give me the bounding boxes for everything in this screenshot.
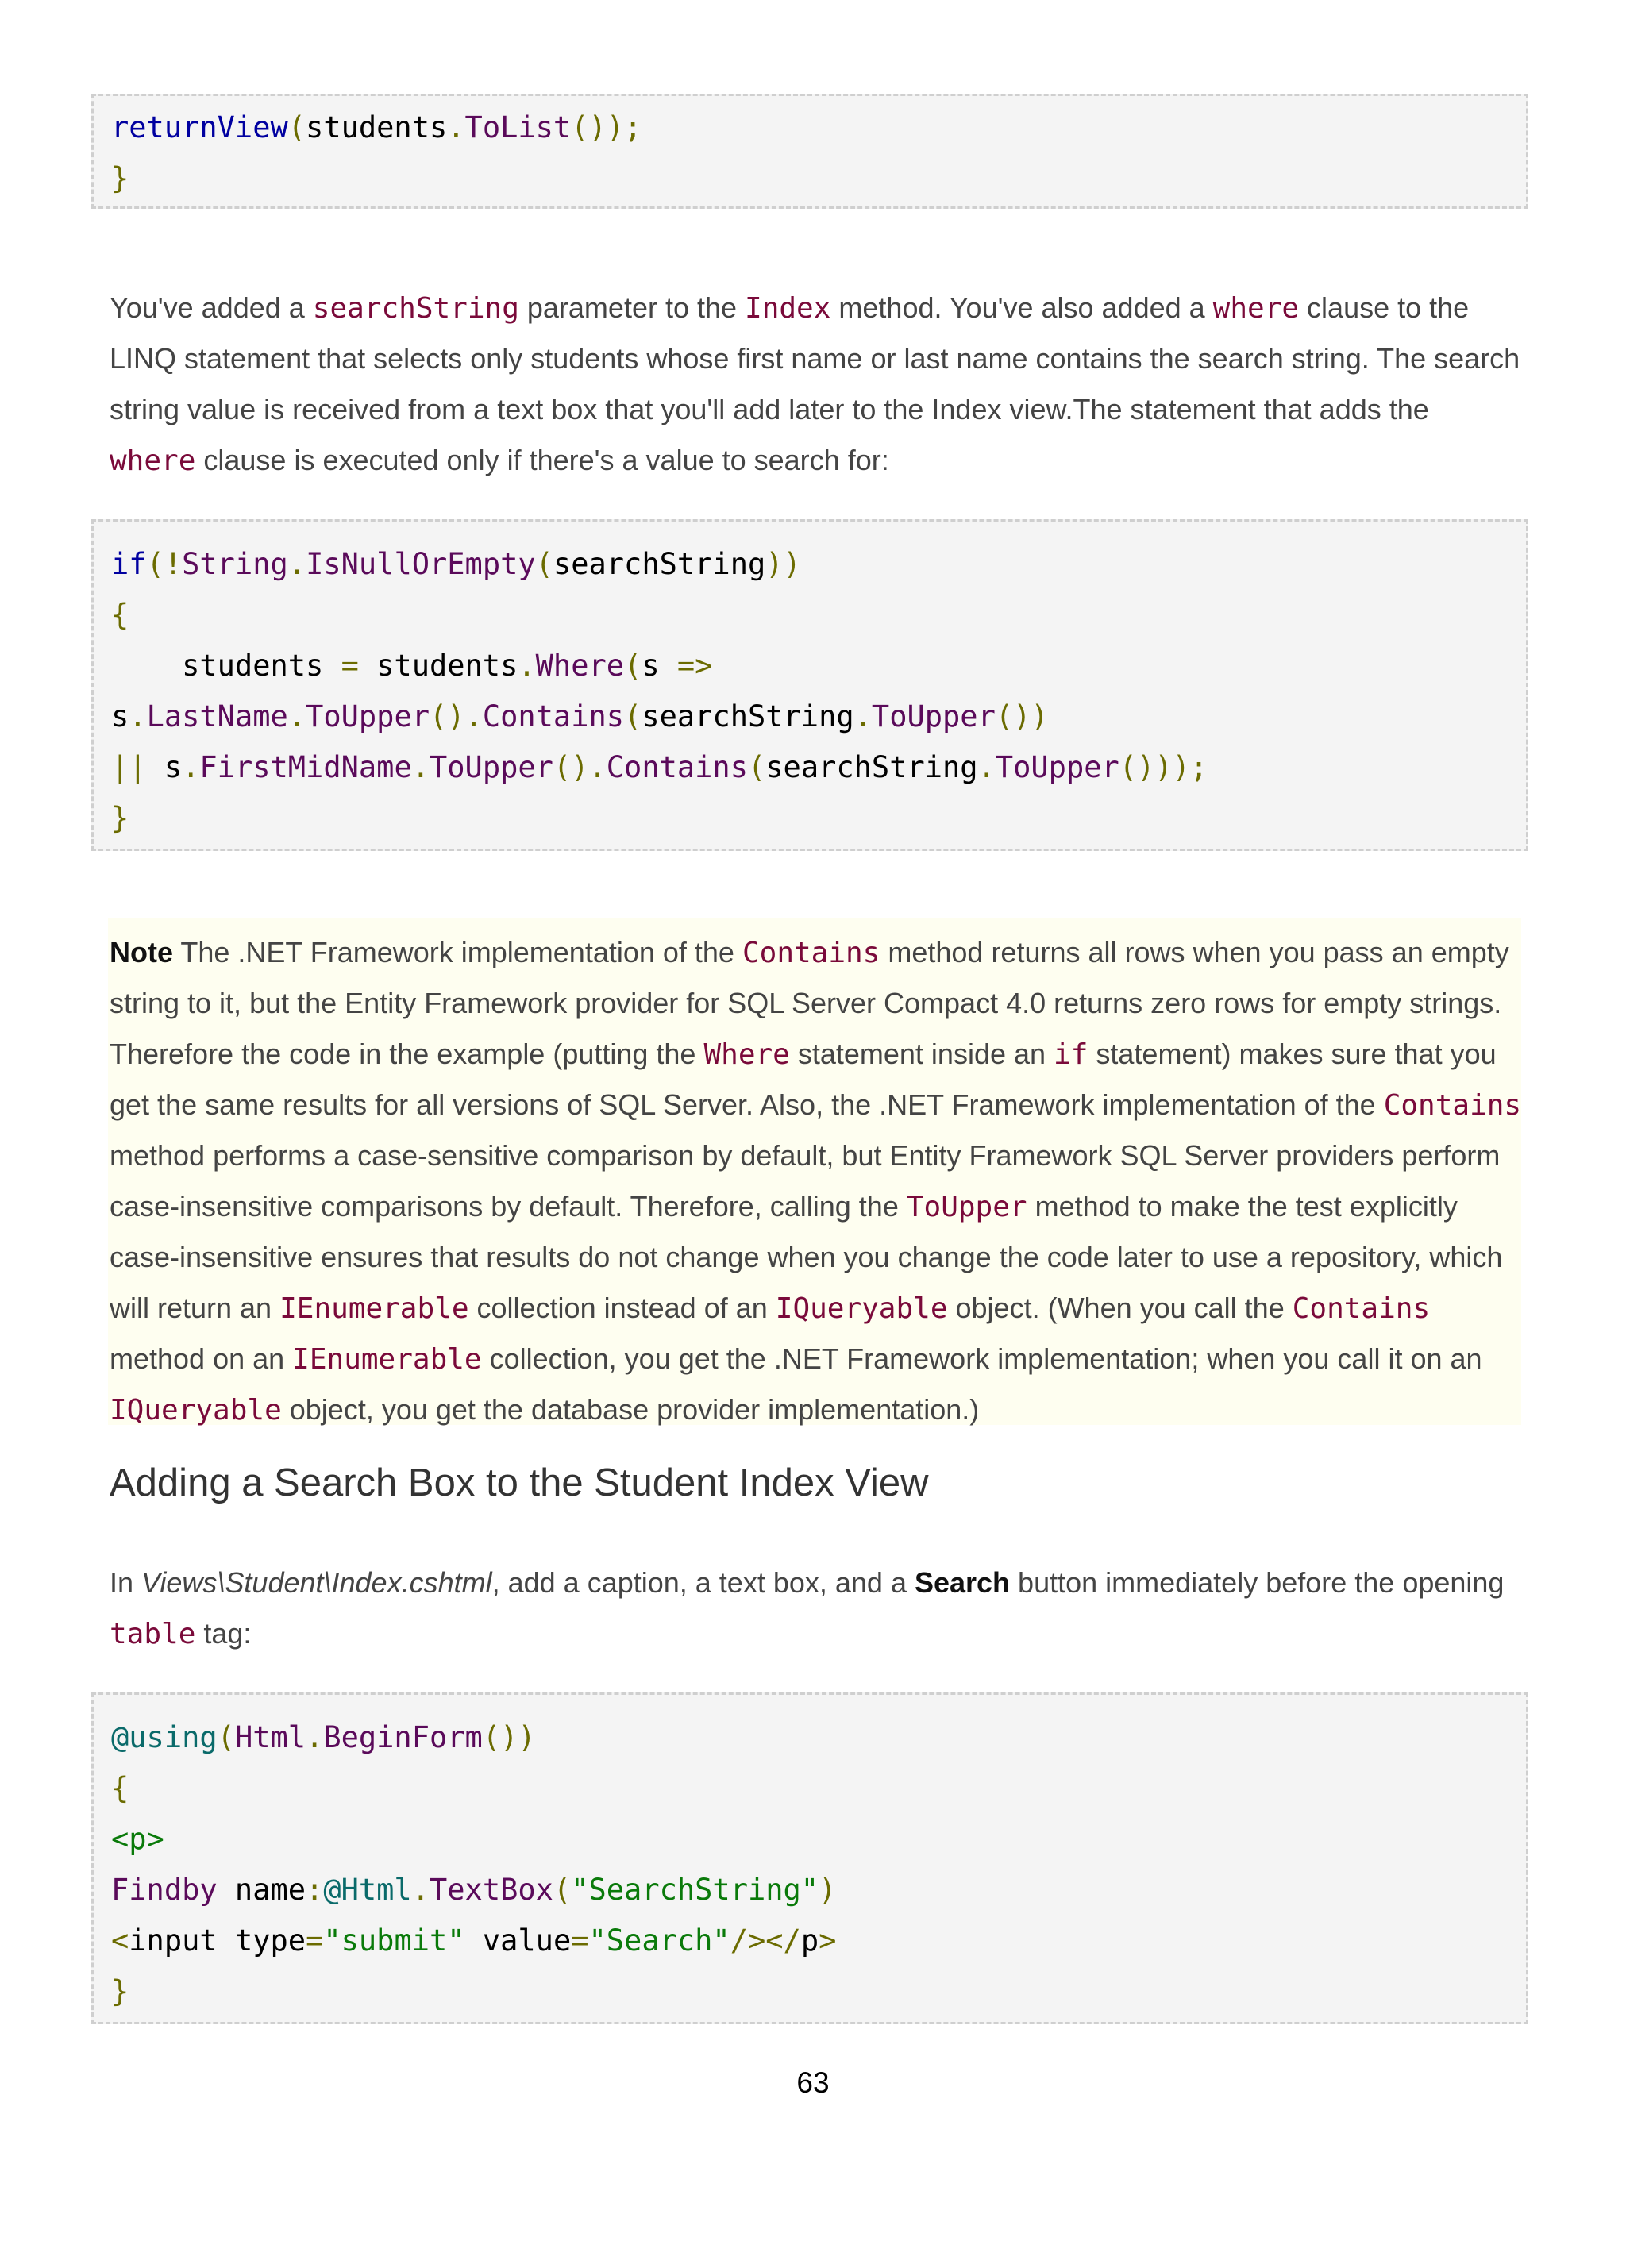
note-label: Note <box>110 936 173 968</box>
text-line: Therefore the code in the example (putting the Where statement inside an if statement) makes sure that you <box>110 1038 1497 1071</box>
code-line <box>111 102 642 153</box>
page-number: 63 <box>796 2066 830 2099</box>
code-block-begin-form <box>91 1692 1528 2024</box>
code-token: returnView <box>111 110 288 144</box>
text-line: where clause is executed only if there's a value to search for: <box>110 444 889 477</box>
code-token: ToList <box>464 110 572 144</box>
code-token: students <box>306 110 448 144</box>
inline-code: Index <box>745 292 831 325</box>
inline-code: searchString <box>312 292 519 325</box>
inline-code: IQueryable <box>775 1292 948 1325</box>
text-line: IQueryable object, you get the database provider implementation.) <box>110 1393 980 1427</box>
bold-term: Search <box>914 1566 1011 1599</box>
code-block-return-view <box>91 94 1528 209</box>
code-line: Findby name:@Html.TextBox("SearchString") <box>111 1873 837 1907</box>
code-line: s.LastName.ToUpper().Contains(searchString.ToUpper()) <box>111 699 1049 734</box>
code-line: @using(Html.BeginForm()) <box>111 1720 536 1754</box>
paragraph-views-instructions <box>110 1558 1515 1659</box>
inline-code: if <box>1054 1038 1088 1071</box>
text-line: In Views\Student\Index.cshtml, add a caption, a text box, and a Search button immediately before the opening <box>110 1566 1505 1599</box>
inline-code: IEnumerable <box>292 1343 482 1376</box>
code-line: <input type="submit" value="Search"/></p> <box>111 1923 837 1958</box>
code-line: if(!String.IsNullOrEmpty(searchString)) <box>111 547 801 581</box>
paragraph-search-string <box>110 283 1520 486</box>
code-line: } <box>111 801 129 835</box>
text-line: string value is received from a text box that you'll add later to the Index view.The statement that adds the <box>110 393 1429 425</box>
inline-code: IEnumerable <box>279 1292 469 1325</box>
code-token: ()); <box>571 110 642 144</box>
code-line: || s.FirstMidName.ToUpper().Contains(searchString.ToUpper())); <box>111 750 1208 784</box>
file-path: Views\Student\Index.cshtml <box>141 1566 492 1599</box>
inline-code: table <box>110 1618 196 1650</box>
text-line: string to it, but the Entity Framework provider for SQL Server Compact 4.0 returns zero rows for empty strings. <box>110 987 1502 1019</box>
inline-code: ToUpper <box>906 1191 1027 1223</box>
text-line: table tag: <box>110 1617 252 1650</box>
inline-code: where <box>1212 292 1300 325</box>
inline-code: Contains <box>1292 1292 1431 1325</box>
text-line: You've added a searchString parameter to the Index method. You've also added a where clause to the <box>110 291 1470 325</box>
text-line: LINQ statement that selects only students whose first name or last name contains the search string. The search <box>110 342 1520 375</box>
inline-code: Contains <box>742 937 880 969</box>
text-line: will return an IEnumerable collection instead of an IQueryable object. (When you call the Contains <box>110 1292 1431 1325</box>
code-line: <p> <box>111 1822 164 1856</box>
code-token: . <box>447 110 465 144</box>
code-line <box>111 153 129 204</box>
code-line: } <box>111 1974 129 2008</box>
inline-code: IQueryable <box>110 1394 282 1427</box>
section-heading: Adding a Search Box to the Student Index View <box>110 1461 929 1504</box>
code-token: ( <box>287 110 306 144</box>
text-line: method performs a case-sensitive comparison by default, but Entity Framework SQL Server providers perform <box>110 1139 1501 1172</box>
text-line: method on an IEnumerable collection, you get the .NET Framework implementation; when you call it on an <box>110 1342 1482 1376</box>
note-paragraph <box>110 927 1522 1435</box>
code-line: students = students.Where(s => <box>111 649 713 683</box>
text-line: Note The .NET Framework implementation of the Contains method returns all rows when you pass an empty <box>110 936 1509 969</box>
code-block-where-clause <box>91 519 1528 851</box>
text-line: get the same results for all versions of SQL Server. Also, the .NET Framework implementation of the Contains <box>110 1088 1522 1122</box>
inline-code: Contains <box>1383 1089 1522 1122</box>
code-line: { <box>111 598 129 632</box>
code-line: { <box>111 1771 129 1805</box>
inline-code: Where <box>703 1038 790 1071</box>
code-token: } <box>111 161 129 195</box>
text-line: case-insensitive ensures that results do not change when you change the code later to use a repository, which <box>110 1241 1503 1273</box>
inline-code: where <box>110 445 196 477</box>
text-line: case-insensitive comparisons by default. Therefore, calling the ToUpper method to make the test explicitly <box>110 1190 1458 1223</box>
